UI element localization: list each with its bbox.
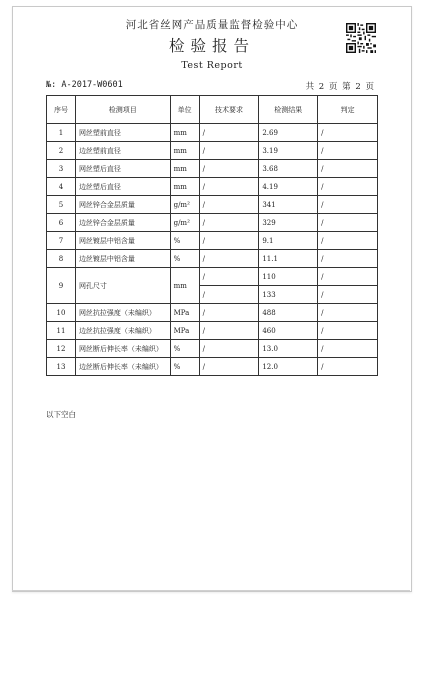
page-indicator [305,80,375,92]
page-total: 2 [318,82,325,92]
blank-below-note: 以下空白 [46,410,76,419]
cell-result: 329 [259,214,318,232]
cell-no: 8 [47,250,76,268]
cell-no: 9 [47,268,76,304]
cell-result: 9.1 [259,232,318,250]
header-result: 检测结果 [259,96,318,124]
report-subtitle: Test Report [181,60,243,71]
cell-judgement: / [318,304,378,322]
page-edge-divider [12,590,410,591]
cell-judgement: / [318,124,378,142]
cell-judgement: / [318,358,378,376]
cell-unit: % [170,358,199,376]
cell-judgement: / [318,232,378,250]
cell-no: 1 [47,124,76,142]
table-row [47,178,378,196]
cell-requirement: / [199,268,259,286]
cell-requirement: / [199,304,259,322]
cell-judgement: / [318,268,378,286]
table-row [47,322,378,340]
cell-unit: mm [170,142,199,160]
cell-no: 13 [47,358,76,376]
cell-requirement: / [199,142,259,160]
table-row [47,358,378,376]
cell-result: 488 [259,304,318,322]
cell-unit: mm [170,178,199,196]
header-unit: 单位 [170,96,199,124]
header-no: 序号 [47,96,76,124]
cell-judgement: / [318,322,378,340]
table-row [47,250,378,268]
cell-item: 网丝断后伸长率（未编织） [75,340,170,358]
cell-unit: MPa [170,322,199,340]
cell-requirement: / [199,196,259,214]
cell-no: 7 [47,232,76,250]
cell-item: 网孔尺寸 [75,268,170,304]
cell-requirement: / [199,358,259,376]
header-requirement: 技术要求 [199,96,259,124]
page-word: 页 [328,82,338,92]
cell-requirement: / [199,178,259,196]
organization-name: 河北省丝网产品质量监督检验中心 [125,19,299,31]
cell-item: 边丝断后伸长率（未编织） [75,358,170,376]
cell-requirement: / [199,160,259,178]
cell-result: 3.19 [259,142,318,160]
results-table [46,95,378,376]
cell-unit: mm [170,124,199,142]
cell-no: 6 [47,214,76,232]
cell-requirement: / [199,340,259,358]
page-current: 2 [355,82,361,92]
cell-unit: g/m² [170,196,199,214]
cell-no: 12 [47,340,76,358]
cell-item: 网丝抗拉强度（未编织） [75,304,170,322]
cell-result: 2.69 [259,124,318,142]
cell-requirement: / [199,232,259,250]
cell-no: 11 [47,322,76,340]
cell-result: 133 [259,286,318,304]
table-row [47,196,378,214]
cell-requirement: / [199,286,259,304]
cell-judgement: / [318,160,378,178]
cell-item: 网丝锌合金层质量 [75,196,170,214]
table-row [47,268,378,286]
cell-unit: mm [170,160,199,178]
cell-result: 12.0 [259,358,318,376]
cell-result: 3.68 [259,160,318,178]
cell-result: 11.1 [259,250,318,268]
cell-unit: % [170,250,199,268]
cell-no: 3 [47,160,76,178]
cell-judgement: / [318,250,378,268]
cell-judgement: / [318,214,378,232]
cell-item: 网丝塑前直径 [75,124,170,142]
report-title: 检验报告 [168,37,255,55]
page-total-prefix: 共 [305,82,315,92]
report-page [12,6,412,592]
cell-item: 边丝塑前直径 [75,142,170,160]
cell-no: 2 [47,142,76,160]
cell-judgement: / [318,178,378,196]
table-header-row [47,96,378,124]
cell-unit: MPa [170,304,199,322]
cell-unit: % [170,340,199,358]
cell-no: 5 [47,196,76,214]
cell-judgement: / [318,196,378,214]
cell-no: 4 [47,178,76,196]
cell-item: 边丝塑后直径 [75,178,170,196]
cell-item: 网丝镀层中铝含量 [75,232,170,250]
cell-item: 网丝塑后直径 [75,160,170,178]
qr-code-icon [346,23,376,53]
cell-item: 边丝抗拉强度（未编织） [75,322,170,340]
cell-item: 边丝镀层中铝含量 [75,250,170,268]
header-item: 检测项目 [75,96,170,124]
page-word-2: 页 [365,82,374,92]
table-row [47,142,378,160]
cell-item: 边丝锌合金层质量 [75,214,170,232]
cell-result: 4.19 [259,178,318,196]
table-row [47,160,378,178]
cell-unit: g/m² [170,214,199,232]
header-judgement: 判定 [318,96,378,124]
report-number: №: A-2017-W0601 [46,80,123,90]
page-current-prefix: 第 [342,82,351,92]
cell-requirement: / [199,214,259,232]
cell-judgement: / [318,286,378,304]
cell-judgement: / [318,142,378,160]
table-row [47,214,378,232]
cell-unit: % [170,232,199,250]
cell-unit: mm [170,268,199,304]
table-row [47,124,378,142]
table-row [47,304,378,322]
cell-result: 13.0 [259,340,318,358]
table-row [47,340,378,358]
cell-requirement: / [199,322,259,340]
cell-requirement: / [199,250,259,268]
table-row [47,232,378,250]
cell-result: 341 [259,196,318,214]
cell-no: 10 [47,304,76,322]
cell-result: 460 [259,322,318,340]
cell-requirement: / [199,124,259,142]
cell-judgement: / [318,340,378,358]
cell-result: 110 [259,268,318,286]
